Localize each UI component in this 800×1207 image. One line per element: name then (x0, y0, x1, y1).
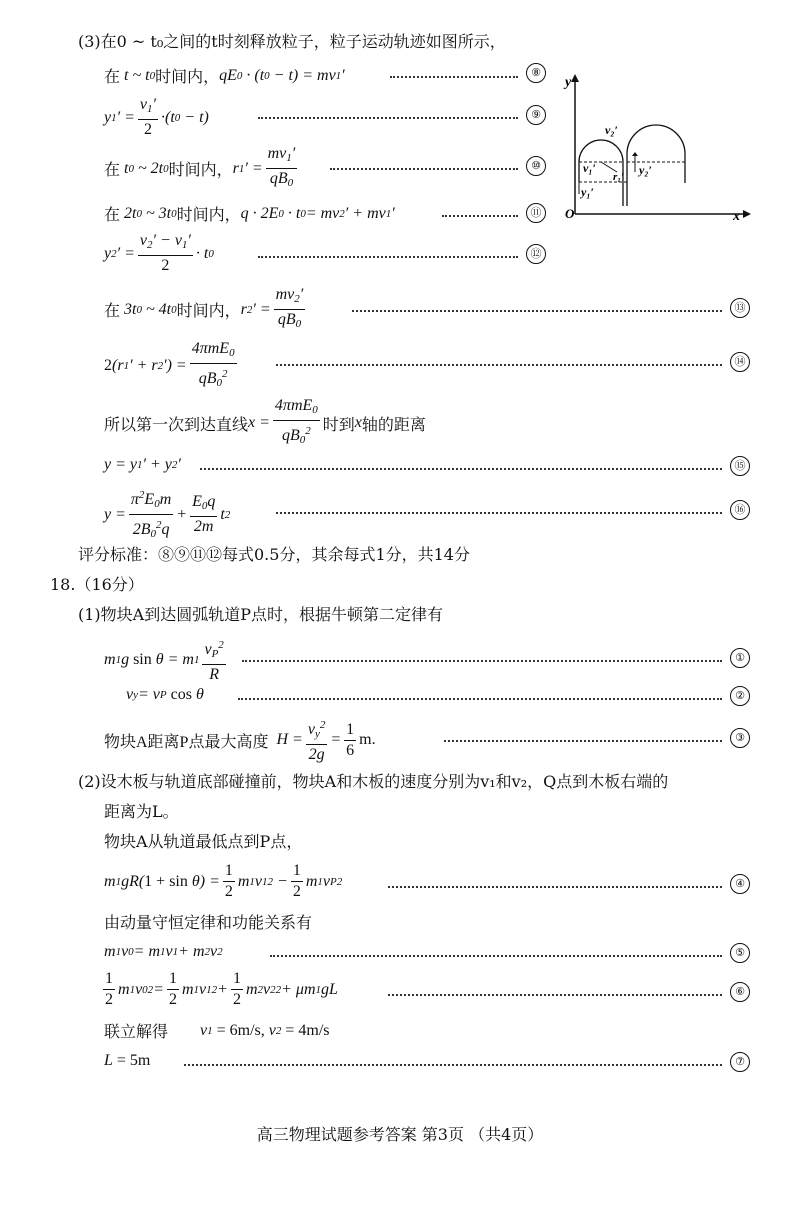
leader-dots (276, 510, 722, 514)
equation-14: 2 (r 1 ′ + r 2 ′) = $\frac{4\pi mE_0}{qB_0^2}$ (104, 340, 235, 389)
leader-dots (330, 166, 518, 170)
axis-y-label: y (565, 75, 572, 90)
eq-mark-8: ⑧ (526, 63, 546, 83)
equation-11: 在 2t 0 ~ 3t 0 时间内， q · 2E 0 · t 0 = mv 2 ′ + mv 1 ′ (104, 204, 395, 224)
equation-7: L = 5m (104, 1052, 151, 1069)
equation-4: m 1 gR( 1 + sin θ) = $\frac{1}{2}$ m 1 v 1 2 − $\frac{1}{2}$ m 1 v P 2 (104, 862, 343, 900)
fig-label-y2: y₂′ (639, 163, 652, 177)
leader-dots (390, 74, 518, 78)
axis-x-label: x (733, 209, 740, 224)
q18-momentum-line: 由动量守恒定律和功能关系有 (104, 913, 313, 932)
eq-mark-12: ⑫ (526, 244, 546, 264)
equation-1: m 1 g sin θ = m 1 $\frac{v_P^2}{R}$ (104, 636, 229, 684)
scoring-standard: 评分标准：⑧⑨⑪⑫每式0.5分，其余每式1分，共14分 (78, 545, 470, 564)
equation-9: y 1 ′ = $\frac{v_1'}{2}$ ·(t 0 − t) (104, 96, 209, 138)
eq-mark-9: ⑨ (526, 105, 546, 125)
eq-mark-2: ② (730, 686, 750, 706)
trajectory-figure (555, 68, 755, 228)
eq-mark-14: ⑭ (730, 352, 750, 372)
eq-mark-15: ⑮ (730, 456, 750, 476)
eq-mark-3: ③ (730, 728, 750, 748)
q18-part2-line1: (2)设木板与轨道底部碰撞前，物块A和木板的速度分别为v₁和v₂，Q点到木板右端的 (78, 772, 669, 791)
leader-dots (184, 1062, 722, 1066)
equation-12: y 2 ′ = $\frac{v_2' - v_1'}{2}$ · t 0 (104, 232, 214, 274)
leader-dots (270, 953, 722, 957)
eq-mark-6: ⑥ (730, 982, 750, 1002)
equation-8: 在 t ~ t 0 时间内， qE 0 · (t 0 − t) = mv 1 ′ (104, 66, 345, 86)
eq-mark-16: ⑯ (730, 500, 750, 520)
origin-label: O (565, 206, 575, 221)
equation-5: m 1 v 0 = m 1 v 1 + m 2 v 2 (104, 943, 223, 960)
q18-solve-values: v 1 = 6m/s, v 2 = 4m/s (200, 1022, 330, 1039)
eq3-label: 物块A距离P点最大高度 (104, 733, 269, 751)
equation-3: 物块A距离P点最大高度 H = $\frac{v_y^2}{2g}$ = $\frac{1}{6}$ m. (104, 716, 376, 764)
eq-mark-5: ⑤ (730, 943, 750, 963)
leader-dots (258, 115, 518, 119)
eq-mark-1: ① (730, 648, 750, 668)
fig-label-v2: v₂′ (605, 123, 618, 137)
equation-13: 在 3t 0 ~ 4t 0 时间内， r 2 ′ = $\frac{mv_2'}{qB_0}$ (104, 286, 304, 330)
eq-mark-10: ⑩ (526, 156, 546, 176)
fig-label-v1: v₁′ (583, 161, 596, 175)
q18-part2-sub: 物块A从轨道最低点到P点， (104, 832, 303, 851)
leader-dots (238, 696, 722, 700)
equation-6: $\frac{1}{2}$ m 1 v 0 2 = $\frac{1}{2}$ m 1 v 1 2 + $\frac{1}{2}$ m 2 v 2 2 + μm 1 gL (105, 970, 338, 1008)
leader-dots (388, 992, 722, 996)
q18-part2-line2: 距离为L。 (104, 802, 179, 821)
leader-dots (444, 738, 722, 742)
q18-part1-intro: (1)物块A到达圆弧轨道P点时，根据牛顿第二定律有 (78, 605, 443, 624)
leader-dots (258, 254, 518, 258)
page-footer: 高三物理试题参考答案 第3页 （共4页） (256, 1125, 544, 1144)
fig-label-r1: r₁′ (613, 171, 625, 183)
leader-dots (200, 466, 722, 470)
equation-15: y = y 1 ′ + y 2 ′ (104, 456, 181, 473)
leader-dots (388, 884, 722, 888)
equation-2: v y = v P cos θ (126, 686, 204, 703)
eq-mark-7: ⑦ (730, 1052, 750, 1072)
leader-dots (276, 362, 722, 366)
eq-mark-13: ⑬ (730, 298, 750, 318)
q18-header: 18.（16分） (50, 575, 144, 594)
leader-dots (442, 213, 518, 217)
equation-10: 在 t 0 ~ 2t 0 时间内， r 1 ′ = $\frac{mv_1'}{qB_0}$ (104, 145, 296, 189)
leader-dots (242, 658, 722, 662)
part3-intro: (3)在0 ~ t₀之间的t时刻释放粒子，粒子运动轨迹如图所示， (78, 32, 506, 51)
fig-label-y1: y₁′ (581, 185, 594, 199)
equation-16: y = $\frac{\pi^2E_0m}{2B_0^2q}$ + $\frac{E_0q}{2m}$ t 2 (104, 486, 230, 543)
conclusion-line: 所以第一次到达直线 x = $\frac{4\pi mE_0}{qB_0^2}$ 时到 x 轴的距离 (104, 397, 426, 446)
q18-solve-label: 联立解得 (104, 1022, 169, 1041)
eq-mark-4: ④ (730, 874, 750, 894)
leader-dots (352, 308, 722, 312)
eq-mark-11: ⑪ (526, 203, 546, 223)
